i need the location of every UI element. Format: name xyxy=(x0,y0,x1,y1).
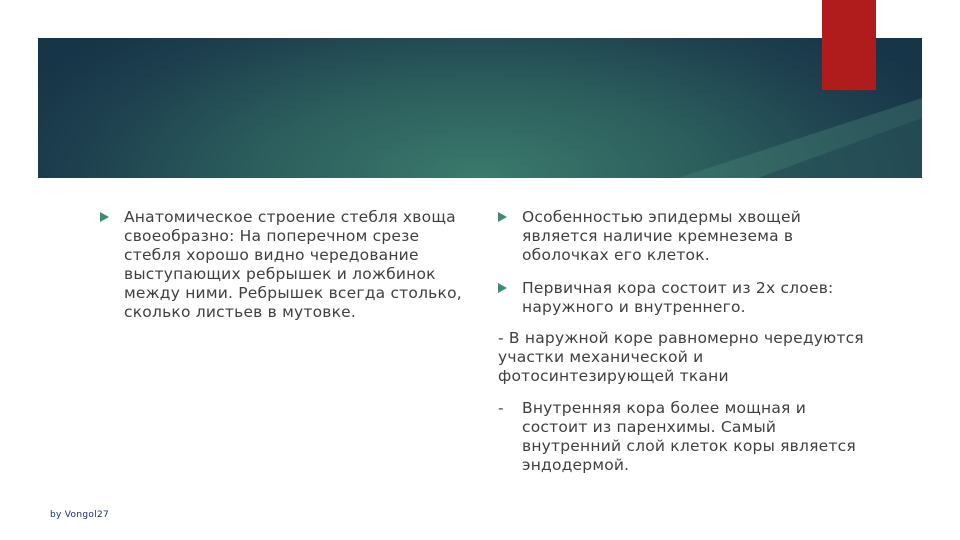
footer-credit: by Vongol27 xyxy=(50,510,110,520)
triangle-bullet-icon xyxy=(498,283,507,293)
outer-cortex-paragraph: - В наружной коре равномерно чередуются участки механической и фотосинтезирующей ткани xyxy=(498,329,864,385)
left-column xyxy=(98,208,470,322)
right-bullet-text-epidermis: Особенностью эпидермы хвощей является наличие кремнезема в оболочках его клеток. xyxy=(522,208,801,264)
triangle-bullet-icon xyxy=(498,212,507,222)
right-bullet-item-cortex xyxy=(496,279,868,317)
right-bullet-text-cortex: Первичная кора состоит из 2х слоев: наружного и внутреннего. xyxy=(522,279,834,316)
left-bullet-text: Анатомическое строение стебля хвоща своеобразно: На поперечном срезе стебля хорошо видно чередование выступающих ребрышек и ложбинок между ними. Ребрышек всегда столько, сколько листьев в мутовке. xyxy=(124,208,462,321)
inner-cortex-item xyxy=(496,399,868,475)
right-bullet-item-epidermis xyxy=(496,208,868,265)
right-column xyxy=(496,208,868,475)
accent-bar xyxy=(822,0,876,90)
header-decoration xyxy=(38,38,922,178)
header-banner xyxy=(38,38,922,178)
left-bullet-item xyxy=(98,208,470,322)
dash-marker: - xyxy=(498,399,504,417)
inner-cortex-text: Внутренняя кора более мощная и состоит из паренхимы. Самый внутренний слой клеток коры является эндодермой. xyxy=(522,399,856,474)
triangle-bullet-icon xyxy=(100,212,109,222)
